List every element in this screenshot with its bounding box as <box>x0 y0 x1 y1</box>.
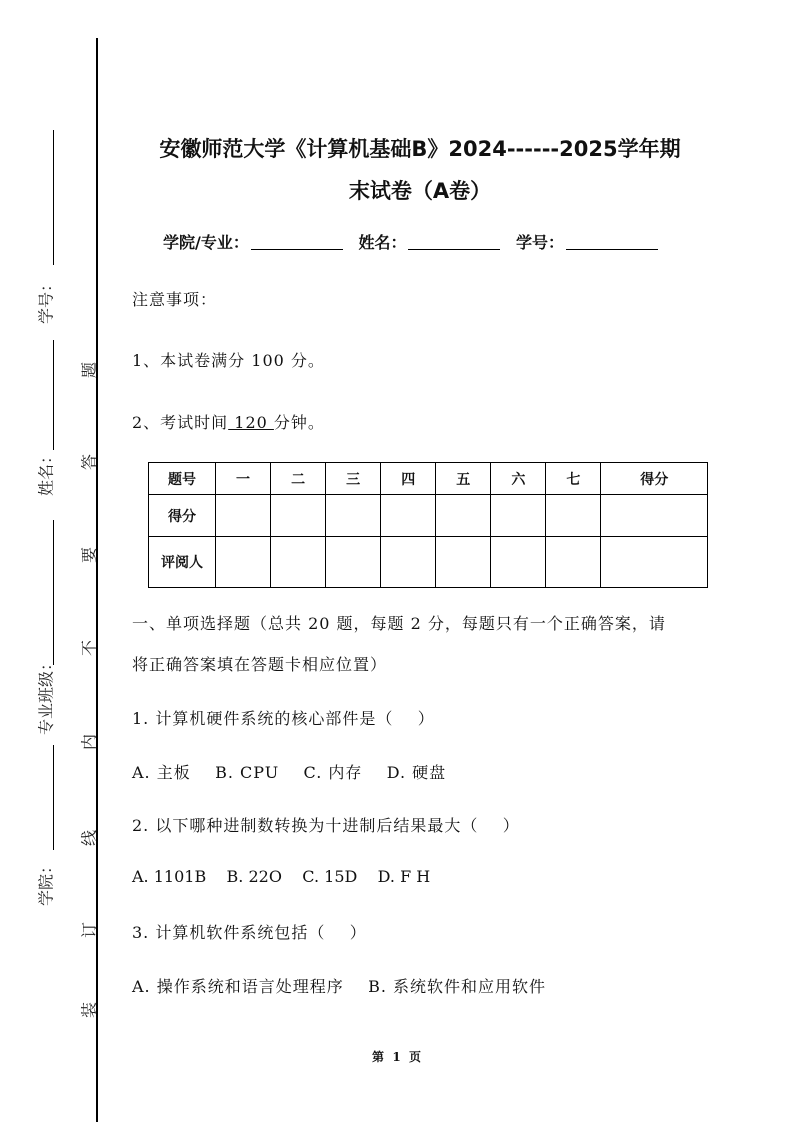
note-text: 分钟。 <box>273 413 325 432</box>
score-cell[interactable] <box>436 495 491 537</box>
margin-class-label: 专业班级： <box>36 654 56 736</box>
note-item: 1、本试卷满分 100 分。 <box>132 351 325 370</box>
grader-cell[interactable] <box>436 537 491 588</box>
grader-cell[interactable] <box>271 537 326 588</box>
grader-cell[interactable] <box>601 537 708 588</box>
grader-cell[interactable] <box>491 537 546 588</box>
id-label: 学号： <box>516 233 565 252</box>
name-label: 姓名： <box>358 233 407 252</box>
name-blank-line <box>53 340 54 450</box>
header-cell: 四 <box>381 463 436 495</box>
binding-line <box>96 38 98 1122</box>
margin-id-label: 学号： <box>36 275 56 325</box>
grader-cell[interactable] <box>546 537 601 588</box>
score-cell[interactable] <box>491 495 546 537</box>
college-field[interactable] <box>251 249 343 250</box>
margin-name-label: 姓名： <box>36 447 56 497</box>
name-field[interactable] <box>408 249 500 250</box>
seal-char: 内 <box>79 733 99 751</box>
header-cell: 三 <box>326 463 381 495</box>
id-blank-line <box>53 130 54 265</box>
exam-title-line1: 安徽师范大学《计算机基础B》2024------2025学年期 <box>159 137 681 161</box>
seal-char: 答 <box>79 453 99 471</box>
score-table <box>148 462 708 588</box>
score-cell[interactable] <box>216 495 271 537</box>
exam-title-line2: 末试卷（A卷） <box>348 179 492 203</box>
seal-char: 题 <box>79 361 99 379</box>
score-cell[interactable] <box>326 495 381 537</box>
seal-char: 订 <box>79 921 99 939</box>
question-options: A. 主板 B. CPU C. 内存 D. 硬盘 <box>132 763 447 782</box>
margin-college-label: 学院： <box>36 857 56 907</box>
college-label: 学院/专业： <box>163 233 249 252</box>
page-number: 第 1 页 <box>371 1050 422 1064</box>
table-row <box>149 537 708 588</box>
grader-cell[interactable] <box>381 537 436 588</box>
table-header-row <box>149 463 708 495</box>
section-heading-cont: 将正确答案填在答题卡相应位置） <box>132 655 388 674</box>
question-options: A. 1101B B. 22O C. 15D D. F H <box>132 867 431 886</box>
seal-char: 不 <box>79 639 99 657</box>
score-cell[interactable] <box>601 495 708 537</box>
section-heading: 一、单项选择题（总共 20 题，每题 2 分，每题只有一个正确答案，请 <box>132 614 666 633</box>
note-item <box>132 410 325 433</box>
seal-char: 装 <box>79 1001 99 1019</box>
table-row <box>149 495 708 537</box>
header-cell: 二 <box>271 463 326 495</box>
score-cell[interactable] <box>546 495 601 537</box>
college-blank-line <box>53 745 54 850</box>
question: 3. 计算机软件系统包括（ ） <box>132 923 367 942</box>
header-cell: 题号 <box>149 463 216 495</box>
note-text: 2、考试时间 <box>132 413 229 432</box>
header-cell: 一 <box>216 463 271 495</box>
exam-duration: 120 <box>228 413 274 432</box>
question: 1. 计算机硬件系统的核心部件是（ ） <box>132 709 435 728</box>
row-label: 得分 <box>149 495 216 537</box>
seal-char: 线 <box>79 829 99 847</box>
seal-char: 要 <box>79 546 99 564</box>
score-cell[interactable] <box>271 495 326 537</box>
score-cell[interactable] <box>381 495 436 537</box>
header-cell: 得分 <box>601 463 708 495</box>
grader-cell[interactable] <box>326 537 381 588</box>
header-cell: 六 <box>491 463 546 495</box>
notes-heading: 注意事项： <box>132 290 218 309</box>
header-cell: 七 <box>546 463 601 495</box>
id-field[interactable] <box>566 249 658 250</box>
grader-cell[interactable] <box>216 537 271 588</box>
student-info-row <box>163 230 668 253</box>
row-label: 评阅人 <box>149 537 216 588</box>
header-cell: 五 <box>436 463 491 495</box>
class-blank-line <box>53 520 54 665</box>
question: 2. 以下哪种进制数转换为十进制后结果最大（ ） <box>132 816 520 835</box>
question-options: A. 操作系统和语言处理程序 B. 系统软件和应用软件 <box>132 977 547 996</box>
